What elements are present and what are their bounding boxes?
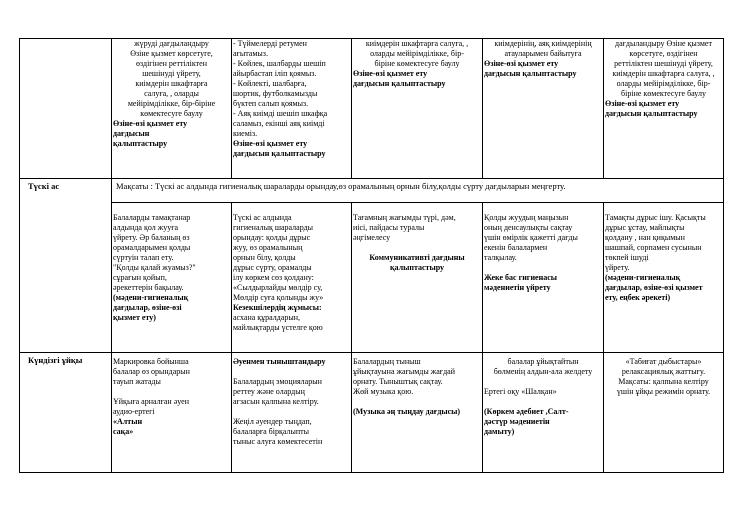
text-line: дағдылар, өзіне-өзі (113, 303, 182, 312)
text-block (483, 59, 603, 79)
text-line: Өзіне-өзі қызмет ету (605, 99, 680, 108)
lunch-detail-row (20, 203, 724, 353)
text-line: балаларға бірқалыпты (233, 427, 309, 436)
text-line: «Табиғат дыбыстары» (625, 357, 702, 366)
text-line: алдында қол жууға (113, 223, 179, 232)
text-line: үйрету. (605, 263, 630, 272)
text-line: Балалардың эмоцияларын (233, 377, 322, 386)
text-block (112, 357, 231, 387)
text-line: сұрағын қойып, (113, 273, 167, 282)
text-block (483, 213, 603, 263)
text-line: қолдану , нан қиқымын (605, 233, 685, 242)
text-line: Өзіне-өзі қызмет ету (353, 69, 428, 78)
text-line: иісі, пайдасы туралы (353, 223, 425, 232)
text-line: Өзіне-өзі қызмет ету (233, 139, 308, 148)
text-block (112, 397, 231, 417)
text-line: әрекеттерін бақылау. (113, 283, 184, 292)
text-line: шашпай, сорпамен сусынын (605, 243, 702, 252)
text-line: Тағамның жағымды түрі, дәм, (353, 213, 456, 222)
cell-nap-c5 (483, 353, 604, 473)
text-block (232, 377, 351, 407)
text-block (604, 357, 723, 397)
text-line: жуу, өз орамалының (233, 243, 303, 252)
cell-r1-c6 (604, 39, 724, 179)
text-line: асхана құралдарын, (233, 313, 301, 322)
text-line: аудио-ертегі (113, 407, 155, 416)
text-line: өздігінен реттіліктен (135, 59, 207, 68)
text-line: гигиеналық шараларды (233, 223, 314, 232)
text-block (112, 119, 231, 149)
text-block (232, 139, 351, 159)
text-block (604, 213, 723, 273)
text-line: жүруді дағдыландыру (134, 39, 209, 48)
text-block (112, 293, 231, 323)
text-line: - Көйлек, шалбарды шешіп (233, 59, 326, 68)
text-line: Өзіне қызмет көрсетуге, (130, 49, 213, 58)
cell-lunch-c5 (483, 203, 604, 353)
text-line: реттеу және олардың (233, 387, 305, 396)
text-line: үйрету. Әр баланың өз (113, 233, 190, 242)
text-line: мәдениетін үйрету (484, 283, 551, 292)
text-line: бөлменің алдын-ала желдету (493, 367, 593, 376)
text-line: атауларымен байытуға (504, 49, 582, 58)
text-line: дағдыландыру Өзіне қызмет (615, 39, 712, 48)
text-line: Балаларды тамақтанар (113, 213, 191, 222)
text-line: саламыз, екінші аяқ киімді (233, 119, 325, 128)
text-line: киімдерін шкафтарға салуға, , (365, 39, 469, 48)
text-block (112, 213, 231, 293)
text-block (604, 283, 723, 303)
text-line: реттіліктен шешінуді үйрету, (614, 59, 713, 68)
text-line: - Көйлекті, шалбарға, (233, 79, 307, 88)
text-block (604, 99, 723, 119)
text-line: үшін өмірлік қажетті дағды (484, 233, 578, 242)
text-line: әңгімелесу (353, 233, 391, 242)
text-line: дұрыс ұстау, майлықты (605, 223, 685, 232)
text-line: көрсетуге, өздігінен (629, 49, 698, 58)
text-block (232, 39, 351, 139)
text-line: айырбастап іліп қоямыз. (233, 69, 317, 78)
text-line: Жеке бас гигиенасы (484, 273, 558, 282)
cell-lunch-c2 (112, 203, 232, 353)
text-block (112, 39, 231, 119)
text-line: Ұйқыға арналған әуен (113, 397, 189, 406)
text-line: майлықтарды үстелге қою (233, 323, 323, 332)
text-line: орамалдарымен қолды (113, 243, 191, 252)
text-block (112, 427, 231, 437)
text-line: киімдерін шкафтарға салуға, , (612, 69, 715, 78)
text-line: Маркировка бойынша (113, 357, 189, 366)
text-line: Балалардың тыныш (353, 357, 421, 366)
text-line: киеміз. (233, 129, 258, 138)
cell-lunch-c4 (352, 203, 483, 353)
text-line: Мақсаты: қалпына келтіру (618, 377, 709, 386)
cell-r1-c3 (232, 39, 352, 179)
text-line: дамыту) (484, 427, 515, 436)
text-block (232, 417, 351, 447)
text-block (604, 39, 723, 99)
text-line: тауып жатады (113, 377, 161, 386)
cell-nap-c6 (604, 353, 724, 473)
continuation-row (20, 39, 724, 179)
text-line: балалар өз орындарын (113, 367, 190, 376)
text-line: бүктеп салып қоямыз. (233, 99, 309, 108)
text-line: дағдысын қалыптастыру (233, 149, 326, 158)
text-line: «Сылдырлайды мөлдір су, (233, 283, 323, 292)
text-line: дағдысын (113, 129, 150, 138)
cell-lunch-c3 (232, 203, 352, 353)
text-line: оларды мейірімділікке, бір- (370, 49, 464, 58)
text-line: сақа» (113, 427, 134, 436)
text-line: Тамақты дұрыс ішу. Қасықты (605, 213, 706, 222)
text-line: ағытамыз. (233, 49, 268, 58)
text-line: төкпей ішуді (605, 253, 649, 262)
text-line: қалыптастыру (389, 263, 445, 272)
lunch-purpose-row (20, 179, 724, 203)
text-line: үшін ұйқы режимін орнату. (616, 387, 711, 396)
text-line: орнату. Тыныштық сақтау. (353, 377, 443, 386)
text-line: - Аяқ киімді шешіп шкафқа (233, 109, 328, 118)
text-line: екенін балалармен (484, 243, 548, 252)
text-line: киімдерін шкафтарға (135, 79, 208, 88)
text-line: ағзасын қалпына келтіру. (233, 397, 319, 406)
cell-nap-c4 (352, 353, 483, 473)
text-line: мейірімділікке, бір-біріне (127, 99, 216, 108)
text-line: орнын білу, қолды (233, 253, 296, 262)
text-line: қызмет ету) (113, 313, 156, 322)
text-line: оның денсаулықты сақтау (484, 223, 573, 232)
text-block (352, 39, 482, 69)
text-line: киімдерінің, аяқ киімдерінің (494, 39, 592, 48)
text-line: дағдысын қалыптастыру (484, 69, 577, 78)
text-line: орындау: қолды дұрыс (233, 233, 311, 242)
cell-r1-c2 (112, 39, 232, 179)
lunch-c6-bold-inline: (мәдени-гигиеналық (605, 273, 681, 282)
duty-label: Кезекшілердің жұмысы: (233, 303, 322, 312)
text-line: Ертегі оқу «Шалқан» (484, 387, 557, 396)
text-block (232, 213, 351, 303)
text-line: (мәдени-гигиеналық (113, 293, 189, 302)
text-line: Өзіне-өзі қызмет ету (113, 119, 188, 128)
text-line: сүртуін талап ету. (113, 253, 174, 262)
lunch-purpose-text: Мақсаты : Түскі ас алдында гигиеналық шараларды орындау,өз орамалының орнын білу,қолды сүрту дағдыларын меңгерту. (112, 179, 724, 203)
text-line: (Музыка әң тыңдау дағдысы) (353, 407, 461, 416)
text-line: салуға, , оларды (144, 89, 199, 98)
row-label-nap: Күндізгі ұйқы (20, 353, 112, 473)
text-block (352, 253, 482, 273)
cell-nap-c2 (112, 353, 232, 473)
text-line: біріне көмектесуге баулу (621, 89, 706, 98)
text-line: дағдысын қалыптастыру (353, 79, 446, 88)
text-block (352, 357, 482, 397)
cell-lunch-c6 (604, 203, 724, 353)
text-block (483, 407, 603, 437)
text-block (483, 273, 603, 293)
text-line: дұрыс сүрту, орамалды (233, 263, 312, 272)
text-line: ұйықтауына жағымды жағдай (353, 367, 455, 376)
cell-nap-c3 (232, 353, 352, 473)
row-label-lunch: Түскі ас (20, 179, 112, 353)
text-line: біріне көмектесуге баулу (374, 59, 460, 68)
text-line: релаксациялық жаттығу. (621, 367, 706, 376)
text-line: Түскі ас алдында (233, 213, 292, 222)
text-line: "Қолды қалай жуамыз?" (113, 263, 196, 272)
text-line: - Түймелерді ретумен (233, 39, 307, 48)
text-line: (Көркем әдебиет ,Салт- (484, 407, 569, 416)
row-label-empty (20, 39, 112, 179)
text-block (352, 69, 482, 89)
text-line: Мөлдір суға қолынды жу» (233, 293, 324, 302)
text-line: қалыптастыру (113, 139, 168, 148)
text-line: Жеңіл әуендер тыңдап, (233, 417, 312, 426)
text-line: Қолды жуудың маңызын (484, 213, 569, 222)
text-line: тыныс алуға көмектесетін (233, 437, 323, 446)
cell-r1-c5 (483, 39, 604, 179)
text-line: шешінуді үйрету, (142, 69, 201, 78)
schedule-table (19, 38, 724, 473)
text-block (352, 213, 482, 243)
text-line: дағдылар, өзіне-өзі қызмет (605, 283, 703, 292)
text-line: ілу көркем сөз қолдану: (233, 273, 314, 282)
text-line: Өзіне-өзі қызмет ету (484, 59, 559, 68)
text-line: дағдысын қалыптастыру (605, 109, 698, 118)
text-block (352, 407, 482, 417)
nap-c3-heading: Әуенмен тыныштандыру (233, 357, 326, 366)
cell-r1-c4 (352, 39, 483, 179)
text-block (483, 39, 603, 59)
text-line: дәстүр мәдениетін (484, 417, 550, 426)
text-line: оларды мейірімділікке, бір- (616, 79, 711, 88)
text-line: Жөй музыка қою. (353, 387, 414, 396)
text-line: ету, еңбек әрекеті) (605, 293, 671, 302)
text-block (483, 357, 603, 377)
text-line: шортик, футболкамызды (233, 89, 318, 98)
nap-c2-bold-inline: «Алтын (113, 417, 143, 426)
text-line: балалар ұйықтайтын (507, 357, 579, 366)
text-block (232, 313, 351, 333)
text-line: талқылау. (484, 253, 517, 262)
nap-row (20, 353, 724, 473)
text-block (483, 387, 603, 397)
text-line: Коммуникативті дағдыны (369, 253, 465, 262)
text-line: көмектесуге баулу (140, 109, 203, 118)
